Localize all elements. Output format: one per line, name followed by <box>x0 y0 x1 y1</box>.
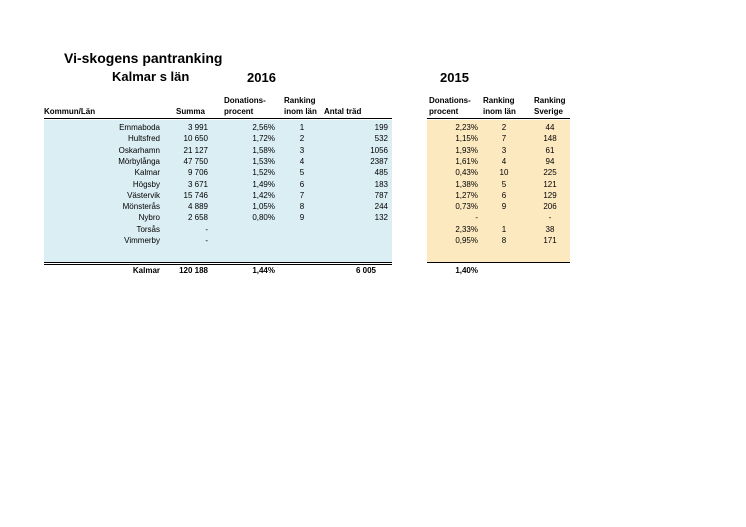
cell-ranking-lan: 8 <box>299 202 305 212</box>
cell-summa: 15 746 <box>183 190 208 200</box>
table-row <box>0 179 746 191</box>
cell-kommun: Kalmar <box>134 168 160 178</box>
cell-antal-trad: 787 <box>374 190 388 200</box>
total-row <box>0 265 746 277</box>
cell-donation-pct-2015: 1,27% <box>455 190 478 200</box>
header-ranking-lan-2015: Ranking inom län <box>483 96 516 116</box>
cell-ranking-lan-2015: 6 <box>501 190 507 200</box>
header-donation-2015: Donations- procent <box>429 96 471 116</box>
cell-antal-trad: 183 <box>374 179 388 189</box>
year-2016-heading: 2016 <box>247 70 276 85</box>
cell-summa: 3 671 <box>187 179 208 189</box>
cell-donation-pct-2015: 1,93% <box>455 145 478 155</box>
cell-ranking-lan: 7 <box>299 190 305 200</box>
cell-donation-pct: 0,80% <box>252 213 275 223</box>
header-rule-2015 <box>427 118 570 119</box>
table-row <box>0 156 746 168</box>
cell-antal-trad: 485 <box>374 168 388 178</box>
header-kommun: Kommun/Län <box>44 107 96 116</box>
table-row <box>0 133 746 145</box>
cell-ranking-lan-2015: 2 <box>501 123 507 132</box>
cell-ranking-sverige-2015: 206 <box>543 202 557 212</box>
total-summa: 120 188 <box>179 266 208 275</box>
cell-ranking-lan-2015: 10 <box>499 168 509 178</box>
cell-ranking-sverige-2015: 171 <box>543 236 557 245</box>
cell-kommun: Oskarhamn <box>118 145 160 155</box>
cell-donation-pct: 1,52% <box>252 168 275 178</box>
cell-ranking-sverige-2015: 38 <box>545 224 555 234</box>
cell-kommun: Västervik <box>127 190 160 200</box>
cell-kommun: Mönsterås <box>122 202 160 212</box>
total-donation-pct: 1,44% <box>252 266 275 275</box>
cell-ranking-lan: 2 <box>299 134 305 144</box>
cell-ranking-lan-2015: 8 <box>501 236 507 245</box>
cell-summa: - <box>205 224 208 234</box>
cell-ranking-sverige-2015: 129 <box>543 190 557 200</box>
cell-summa: 3 991 <box>187 123 208 132</box>
header-summa: Summa <box>176 107 205 116</box>
total-kommun: Kalmar <box>132 266 160 275</box>
cell-donation-pct-2015: 0,95% <box>455 236 478 245</box>
header-ranking-lan-2016: Ranking inom län <box>284 96 317 116</box>
table-row <box>0 224 746 236</box>
cell-ranking-lan: 4 <box>299 156 305 166</box>
cell-kommun: Vimmerby <box>124 236 160 245</box>
cell-ranking-sverige-2015: - <box>548 213 552 223</box>
table-row <box>0 145 746 157</box>
cell-ranking-sverige-2015: 94 <box>545 156 555 166</box>
cell-donation-pct: 1,49% <box>252 179 275 189</box>
cell-ranking-lan-2015: 4 <box>501 156 507 166</box>
header-donation-2016: Donations- procent <box>224 96 266 116</box>
total-donation-pct-2015: 1,40% <box>455 266 478 275</box>
cell-donation-pct-2015: 2,33% <box>455 224 478 234</box>
cell-antal-trad: 199 <box>374 123 388 132</box>
cell-donation-pct: 1,72% <box>252 134 275 144</box>
cell-ranking-lan: 9 <box>299 213 305 223</box>
page-subtitle: Kalmar s län <box>112 69 190 84</box>
cell-donation-pct-2015: 1,38% <box>455 179 478 189</box>
cell-donation-pct-2015: 2,23% <box>455 123 478 132</box>
cell-ranking-sverige-2015: 225 <box>543 168 557 178</box>
table-row <box>0 235 746 247</box>
cell-antal-trad: 532 <box>374 134 388 144</box>
cell-donation-pct-2015: 1,61% <box>455 156 478 166</box>
header-ranking-sverige-2015: Ranking Sverige <box>534 96 566 116</box>
cell-donation-pct-2015: - <box>475 213 478 223</box>
cell-summa: 47 750 <box>183 156 208 166</box>
page-title: Vi-skogens pantranking <box>64 50 223 66</box>
cell-ranking-sverige-2015: 121 <box>543 179 557 189</box>
cell-donation-pct: 1,05% <box>252 202 275 212</box>
cell-kommun: Mörbylånga <box>118 156 160 166</box>
cell-donation-pct-2015: 0,73% <box>455 202 478 212</box>
cell-ranking-lan: 6 <box>299 179 305 189</box>
cell-ranking-sverige-2015: 148 <box>543 134 557 144</box>
total-rule-2016-top <box>44 262 392 263</box>
cell-ranking-lan: 3 <box>299 145 305 155</box>
cell-summa: 4 889 <box>187 202 208 212</box>
cell-ranking-sverige-2015: 44 <box>545 123 555 132</box>
table-row <box>0 201 746 213</box>
total-antal-trad: 6 005 <box>355 266 376 275</box>
cell-donation-pct: 1,42% <box>252 190 275 200</box>
cell-summa: 2 658 <box>187 213 208 223</box>
year-2015-heading: 2015 <box>440 70 469 85</box>
cell-kommun: Nybro <box>138 213 160 223</box>
table-row <box>0 122 746 134</box>
cell-donation-pct: 1,58% <box>252 145 275 155</box>
cell-summa: 21 127 <box>183 145 208 155</box>
cell-kommun: Högsby <box>132 179 160 189</box>
total-rule-2015 <box>427 262 570 263</box>
cell-ranking-sverige-2015: 61 <box>545 145 555 155</box>
cell-ranking-lan-2015: 5 <box>501 179 507 189</box>
cell-summa: 9 706 <box>187 168 208 178</box>
cell-kommun: Emmaboda <box>119 123 160 132</box>
cell-antal-trad: 1056 <box>370 145 388 155</box>
table-row <box>0 167 746 179</box>
cell-ranking-lan-2015: 1 <box>501 224 507 234</box>
cell-antal-trad: 244 <box>374 202 388 212</box>
cell-kommun: Hultsfred <box>127 134 160 144</box>
cell-donation-pct-2015: 1,15% <box>455 134 478 144</box>
cell-donation-pct: 2,56% <box>252 123 275 132</box>
cell-summa: 10 650 <box>183 134 208 144</box>
cell-summa: - <box>205 236 208 245</box>
cell-ranking-lan-2015: 9 <box>501 202 507 212</box>
cell-ranking-lan: 5 <box>299 168 305 178</box>
cell-donation-pct-2015: 0,43% <box>455 168 478 178</box>
header-antal-trad: Antal träd <box>324 107 362 116</box>
cell-antal-trad: 132 <box>374 213 388 223</box>
cell-antal-trad: 2387 <box>370 156 388 166</box>
cell-donation-pct: 1,53% <box>252 156 275 166</box>
table-row <box>0 190 746 202</box>
cell-ranking-lan-2015: 7 <box>501 134 507 144</box>
header-rule-2016 <box>44 118 392 119</box>
cell-kommun: Torsås <box>136 224 160 234</box>
cell-ranking-lan-2015: 3 <box>501 145 507 155</box>
cell-ranking-lan: 1 <box>299 123 305 132</box>
table-row <box>0 212 746 224</box>
